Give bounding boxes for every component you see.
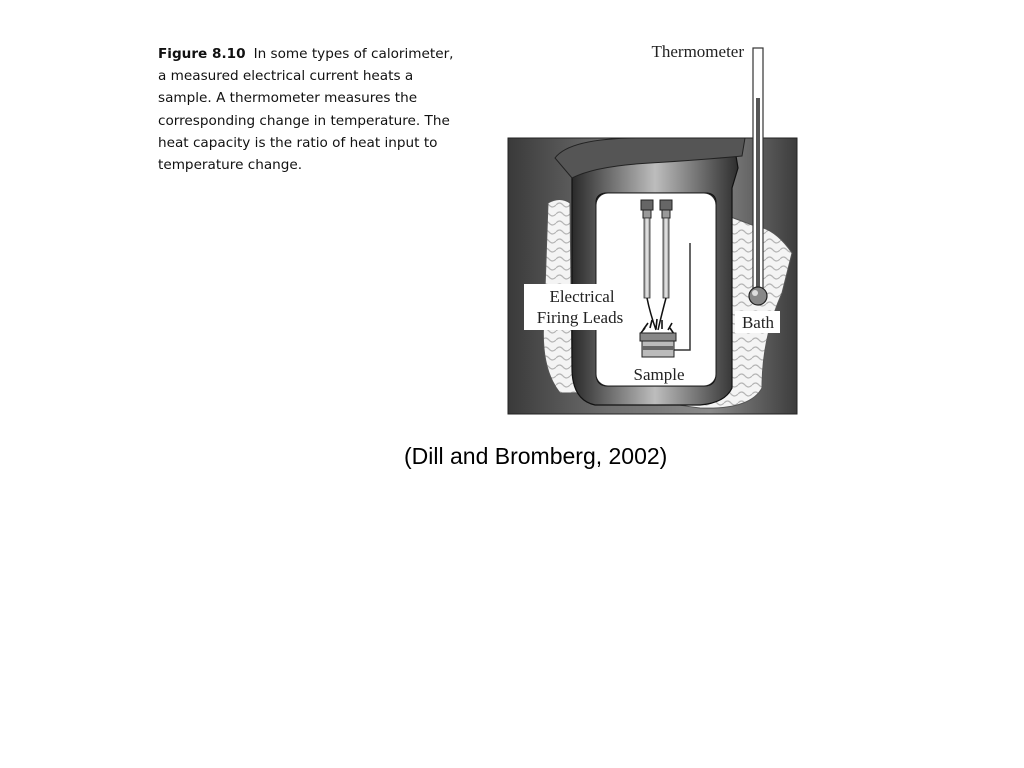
citation: (Dill and Bromberg, 2002) <box>404 443 668 469</box>
figure-caption <box>158 43 458 176</box>
bath-label: Bath <box>741 313 775 332</box>
caption-text: In some types of calorimeter, a measured electrical current heats a sample. A thermometer measures the corresponding change in temperature. The heat capacity is the ratio of heat input to temperature change. <box>158 46 454 174</box>
leads-label-line1: Electrical <box>549 287 615 306</box>
figure-label: Figure 8.10 <box>158 46 246 62</box>
leads-label-line2: Firing Leads <box>536 308 624 327</box>
calorimeter-diagram <box>500 38 805 418</box>
sample-label: Sample <box>633 365 685 384</box>
thermometer-label: Thermometer <box>651 42 744 61</box>
